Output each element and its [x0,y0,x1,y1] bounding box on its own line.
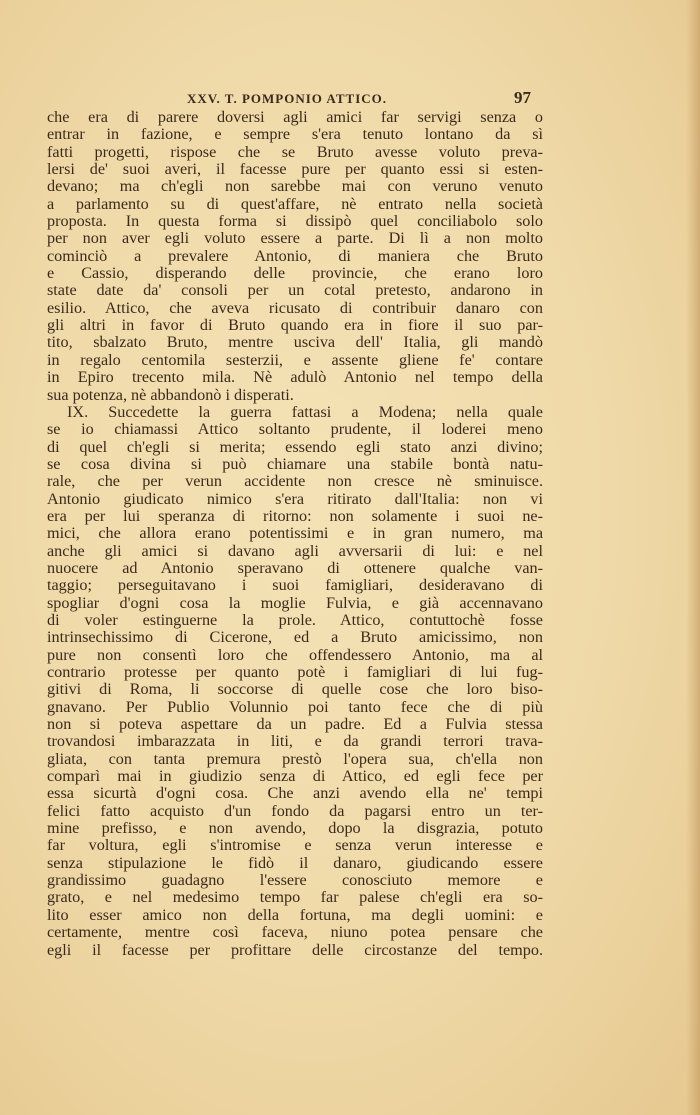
text-line: anche gli amici si davano agli avversarii di lui: e nel [47,541,543,560]
page-edge-shadow [686,0,700,1115]
text-line: se cosa divina si può chiamare una stabile bontà natu- [47,454,543,473]
text-line: mici, che allora erano potentissimi e in gran numero, ma [47,524,543,543]
text-line: in Epiro trecento mila. Nè adulò Antonio nel tempo della [47,368,543,387]
text-line: egli il facesse per profittare delle circostanze del tempo. [47,940,543,959]
text-line: e Cassio, disperando delle provincie, che erano loro [47,264,543,283]
text-line: gliata, con tanta premura prestò l'opera sua, ch'ella non [47,749,543,768]
text-line: devano; ma ch'egli non sarebbe mai con veruno venuto [47,177,543,196]
text-line: in regalo centomila sesterzii, e assente gliene fe' contare [47,350,543,369]
text-line: gnavano. Per Publio Volunnio poi tanto fece che di più [47,697,543,716]
text-line: proposta. In questa forma si dissipò quel conciliabolo solo [47,212,543,231]
page-number: 97 [514,88,531,107]
text-line: cominciò a prevalere Antonio, di maniera che Bruto [47,246,543,265]
text-line: lersi de' suoi averi, il facesse pure per quanto essi si esten- [47,160,543,179]
text-line: gli altri in favor di Bruto quando era in fiore il suo par- [47,316,543,335]
text-line: contrario protesse per quanto potè i famigliari di lui fug- [47,663,543,681]
text-line: felici fatto acquisto d'un fondo da pagarsi entro un ter- [47,801,543,820]
text-line: mine prefisso, e non avendo, dopo la disgrazia, potuto [47,819,543,838]
text-line: pure non consentì loro che offendessero Antonio, ma al [47,645,543,664]
text-line: IX. Succedette la guerra fattasi a Modena; nella quale [67,402,543,421]
text-line: se io chiamassi Attico soltanto prudente, il loderei meno [47,420,543,439]
text-line: nuocere ad Antonio speravano di ottenere qualche van- [47,558,543,577]
text-line: taggio; perseguitavano i suoi famigliari, desideravano di [47,576,543,595]
text-line: fatti progetti, rispose che se Bruto avesse voluto preva- [47,142,543,161]
text-line: state date da' consoli per un cotal pretesto, andarono in [47,281,543,300]
text-line: far voltura, egli s'intromise e senza verun interesse e [47,836,543,855]
text-line: a parlamento su di quest'affare, nè entrato nella società [47,194,543,213]
text-line: entrar in fazione, e sempre s'era tenuto lontano da sì [47,125,543,144]
text-line: lito esser amico non della fortuna, ma degli uomini: e [47,905,543,924]
text-line: grandissimo guadagno l'essere conosciuto memore e [47,871,543,890]
text-line: trovandosi imbarazzata in liti, e da grandi terrori trava- [47,732,543,751]
text-line: non si poteva aspettare da un padre. Ed a Fulvia stessa [47,715,543,734]
text-line: spogliar d'ogni cosa la moglie Fulvia, e già accennavano [47,593,543,612]
text-line: esilio. Attico, che aveva ricusato di contribuir danaro con [47,298,543,317]
text-line: certamente, mentre così faceva, niuno potea pensare che [47,923,543,942]
text-line: sua potenza, nè abbandonò i disperati. [47,385,294,404]
text-line: grato, e nel medesimo tempo far palese ch'egli era so- [47,888,543,907]
text-line: senza stipulazione le fidò il danaro, giudicando essere [47,853,543,872]
body-text [47,109,543,959]
text-line: essa sicurtà d'ogni cosa. Che anzi avendo ella ne' tempi [47,784,543,803]
text-line: che era di parere doversi agli amici far servigi senza o [47,108,543,126]
text-line: di voler estinguerne la prole. Attico, contuttochè fosse [47,610,543,629]
text-line: Antonio giudicato nimico s'era ritirato dall'Italia: non vi [47,489,543,508]
text-line: era per lui speranza di ritorno: non solamente i suoi ne- [47,506,543,525]
text-line: comparì mai in giudizio senza di Attico, ed egli fece per [47,767,543,786]
text-line: gitivi di Roma, li soccorse di quelle cose che loro biso- [47,680,543,699]
text-line: di quel ch'egli si merita; essendo egli stato anzi divino; [47,437,543,456]
page-header [47,88,543,108]
text-line: per non aver egli voluto essere a parte. Di lì a non molto [47,229,543,248]
text-line: rale, che per verun accidente non cresce nè sminuisce. [47,472,543,491]
text-line: intrinsechissimo di Cicerone, ed a Bruto amicissimo, non [47,628,543,647]
running-title: XXV. T. POMPONIO ATTICO. [187,91,388,106]
text-line: tito, sbalzato Bruto, mentre usciva dell' Italia, gli mandò [47,333,543,352]
